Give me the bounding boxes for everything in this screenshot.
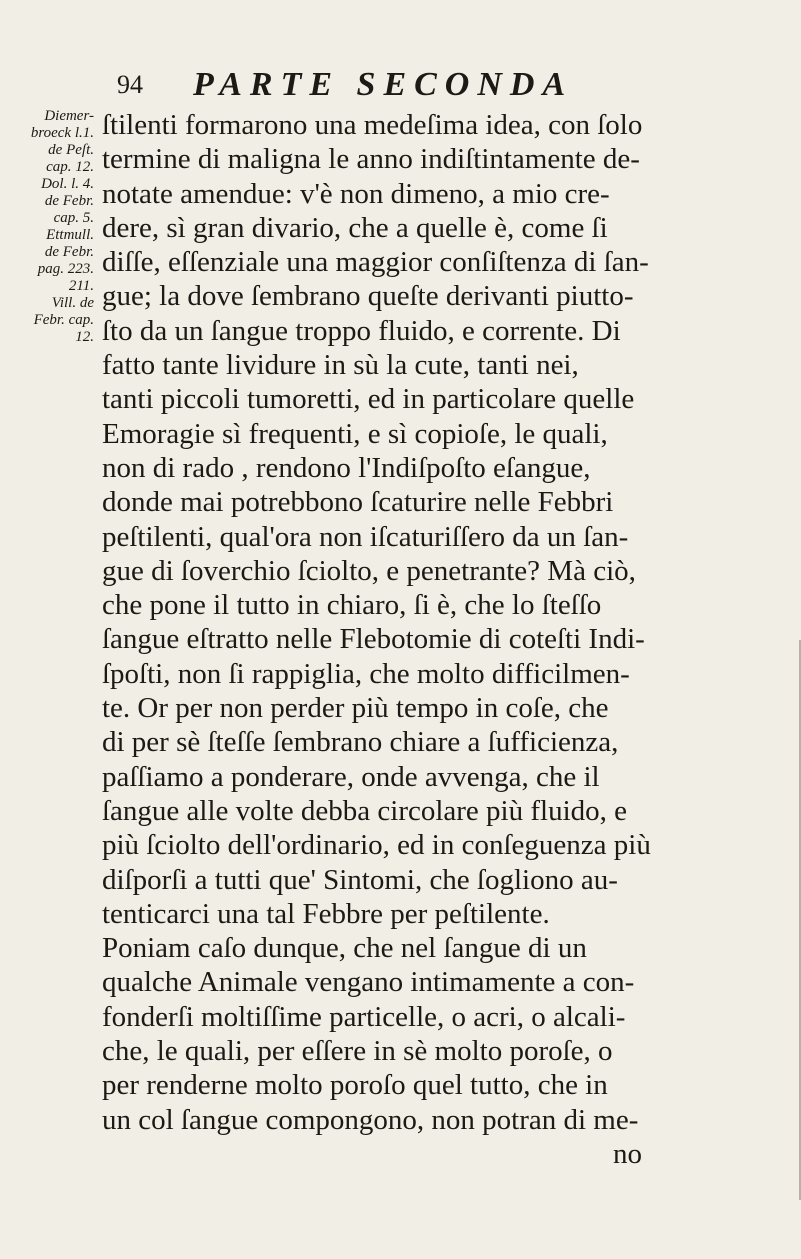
text-line: gue di ſoverchio ſciolto, e penetrante? Mà ciò, (102, 554, 636, 587)
margin-note-line: 12. (75, 329, 94, 345)
margin-note-line: Diemer- (44, 108, 94, 124)
text-line: che pone il tutto in chiaro, ſi è, che lo ſteſſo (102, 589, 602, 622)
margin-note-line: pag. 223. (37, 261, 94, 277)
text-line: non di rado , rendono l'Indiſpoſto eſangue, (102, 451, 591, 484)
margin-note-line: cap. 12. (46, 159, 94, 175)
text-line: un col ſangue compongono, non potran di me- (102, 1103, 639, 1136)
margin-note-line: de Peſt. (48, 142, 94, 158)
text-line: paſſiamo a ponderare, onde avvenga, che il (102, 760, 600, 793)
running-head: PARTE SECONDA (193, 66, 574, 103)
page-header (0, 66, 801, 106)
body-text (102, 108, 782, 1171)
text-line: notate amendue: v'è non dimeno, a mio cre- (102, 177, 610, 210)
page-number: 94 (117, 70, 143, 99)
margin-note-line: 211. (68, 278, 94, 294)
text-line: te. Or per non perder più tempo in coſe, che (102, 692, 609, 725)
margin-note-line: broeck l.1. (30, 125, 94, 141)
text-line: diſporſi a tutti que' Sintomi, che ſogliono au- (102, 863, 618, 896)
margin-note-line: Ettmull. (46, 227, 94, 243)
margin-note-line: de Febr. (44, 244, 94, 260)
text-line: fatto tante lividure in sù la cute, tanti nei, (102, 349, 579, 382)
margin-note-line: Dol. l. 4. (41, 176, 94, 192)
text-line: Poniam caſo dunque, che nel ſangue di un (102, 932, 587, 965)
text-line: Emoragie sì frequenti, e sì copioſe, le quali, (102, 417, 608, 450)
margin-note-line: de Febr. (44, 193, 94, 209)
text-line: tenticarci una tal Febbre per peſtilente. (102, 897, 550, 930)
text-line: dere, sì gran divario, che a quelle è, come ſi (102, 211, 608, 244)
margin-note-line: Febr. cap. (33, 312, 94, 328)
text-line: ſto da un ſangue troppo fluido, e corrente. Di (102, 314, 621, 347)
text-line: di per sè ſteſſe ſembrano chiare a ſufficienza, (102, 726, 619, 759)
text-line: gue; la dove ſembrano queſte derivanti piutto- (102, 280, 634, 313)
text-line: che, le quali, per eſſere in sè molto poroſe, o (102, 1035, 613, 1068)
text-line: donde mai potrebbono ſcaturire nelle Febbri (102, 486, 614, 519)
text-line: più ſciolto dell'ordinario, ed in conſeguenza più (102, 829, 651, 862)
margin-note-line: Vill. de (51, 295, 94, 311)
text-line: fonderſi moltiſſime particelle, o acri, o alcali- (102, 1000, 626, 1033)
text-line: peſtilenti, qual'ora non iſcaturiſſero da un ſan- (102, 520, 629, 553)
text-line: tanti piccoli tumoretti, ed in particolare quelle (102, 383, 635, 416)
text-line: qualche Animale vengano intimamente a con- (102, 966, 635, 999)
text-line: ſangue eſtratto nelle Flebotomie di coteſti Indi- (102, 623, 645, 656)
text-line: diſſe, eſſenziale una maggior conſiſtenza di ſan- (102, 246, 649, 279)
text-line: ſtilenti formarono una medeſima idea, con ſolo (102, 109, 643, 141)
text-line: ſangue alle volte debba circolare più fluido, e (102, 794, 628, 827)
catchword: no (613, 1137, 642, 1170)
margin-note-line: cap. 5. (53, 210, 94, 226)
text-line: per renderne molto poroſo quel tutto, che in (102, 1069, 608, 1102)
text-line: ſpoſti, non ſi rappiglia, che molto difficilmen- (102, 657, 630, 690)
text-line: termine di maligna le anno indiſtintamente de- (102, 143, 640, 176)
margin-notes (6, 108, 94, 346)
